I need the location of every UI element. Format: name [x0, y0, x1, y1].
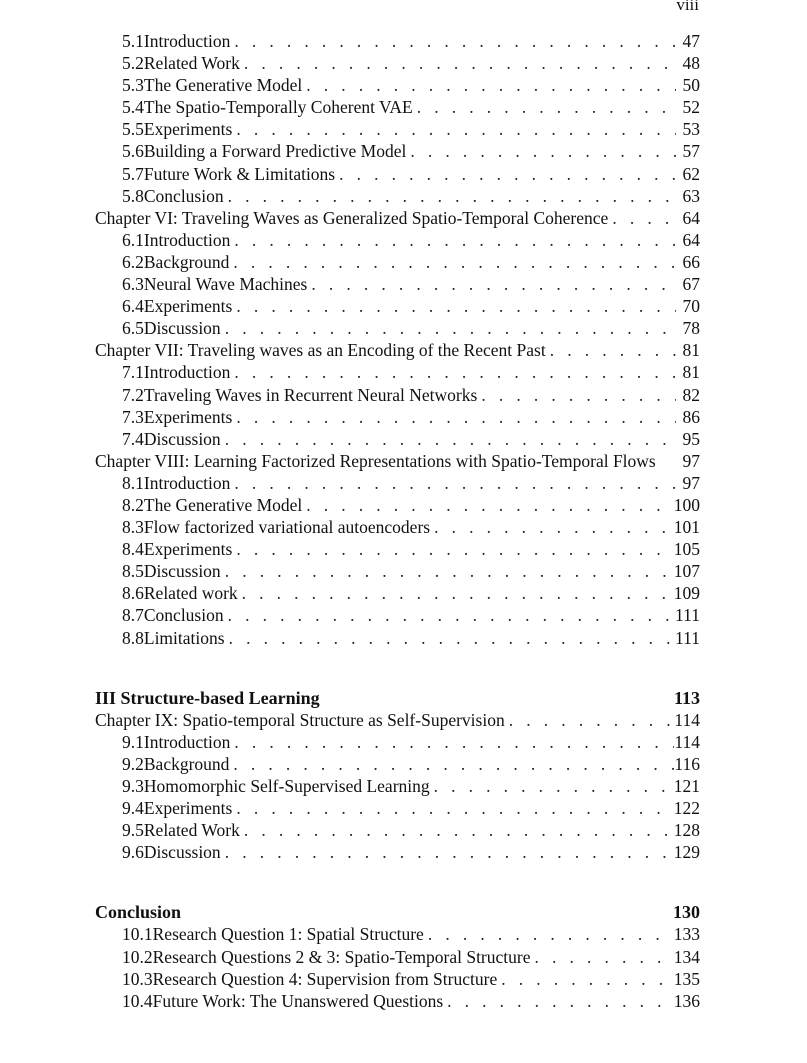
leader-dots	[302, 495, 673, 516]
entry-page: 48	[682, 53, 700, 74]
toc-section-entry[interactable]	[95, 97, 700, 119]
entry-title: Related Work	[143, 53, 240, 74]
section-number: 7.2	[122, 384, 144, 405]
section-number: 10.2	[122, 946, 153, 967]
entry-page: 134	[673, 946, 700, 967]
entry-page: 64	[682, 207, 700, 228]
table-of-contents	[95, 31, 700, 1013]
section-number: 8.1	[122, 472, 144, 493]
section-number: 5.2	[122, 53, 144, 74]
entry-title: The Generative Model	[143, 75, 303, 96]
conclusion-page: 130	[673, 902, 700, 923]
section-number: 5.6	[122, 141, 144, 162]
leader-dots	[335, 164, 676, 185]
toc-section-entry[interactable]	[95, 969, 700, 991]
toc-section-entry[interactable]	[95, 842, 700, 864]
entry-page: 82	[682, 384, 700, 405]
section-number: 9.2	[122, 753, 144, 774]
entry-title: Introduction	[143, 229, 231, 250]
section-number: 9.4	[122, 798, 144, 819]
leader-dots	[477, 385, 676, 406]
entry-title: Building a Forward Predictive Model	[143, 141, 407, 162]
toc-section-entry[interactable]	[95, 924, 700, 946]
entry-page: 129	[673, 842, 700, 863]
leader-dots	[232, 798, 673, 819]
section-number: 5.1	[122, 31, 144, 51]
toc-chapter-entry[interactable]	[95, 340, 700, 362]
entry-title: Discussion	[143, 318, 221, 339]
leader-dots	[224, 605, 675, 626]
entry-title: Experiments	[143, 406, 233, 427]
entry-title: Related Work	[143, 820, 240, 841]
entry-page: 81	[682, 340, 700, 361]
toc-section-entry[interactable]	[95, 274, 700, 296]
entry-title: Conclusion	[143, 605, 224, 626]
leader-dots	[232, 539, 673, 560]
leader-dots	[307, 274, 676, 295]
leader-dots	[430, 776, 674, 797]
entry-page: 114	[674, 731, 700, 752]
entry-title: Chapter VII: Traveling waves as an Encoding of the Recent Past	[95, 340, 546, 361]
section-number: 9.1	[122, 731, 144, 752]
entry-title: Limitations	[143, 627, 225, 648]
entry-page: 111	[675, 627, 700, 648]
leader-dots	[546, 340, 676, 361]
toc-chapter-entry[interactable]	[95, 710, 700, 732]
leader-dots	[232, 296, 676, 317]
toc-section-entry[interactable]	[95, 141, 700, 163]
leader-dots	[230, 362, 676, 383]
toc-section-entry[interactable]	[95, 732, 700, 754]
entry-page: 95	[682, 428, 700, 449]
entry-page: 50	[682, 75, 700, 96]
toc-section-entry[interactable]	[95, 318, 700, 340]
entry-page: 105	[673, 539, 700, 560]
toc-section-entry[interactable]	[95, 798, 700, 820]
toc-section-entry[interactable]	[95, 385, 700, 407]
entry-title: Introduction	[143, 731, 231, 752]
section-number: 8.2	[122, 494, 144, 515]
toc-section-entry[interactable]	[95, 820, 700, 842]
toc-section-entry[interactable]	[95, 407, 700, 429]
entry-title: Flow factorized variational autoencoders	[143, 517, 431, 538]
section-number: 6.3	[122, 274, 144, 295]
section-number: 5.7	[122, 163, 144, 184]
toc-section-entry[interactable]	[95, 517, 700, 539]
entry-page: 81	[682, 362, 700, 383]
leader-dots	[406, 141, 676, 162]
part-page: 113	[673, 687, 700, 708]
toc-section-entry[interactable]	[95, 947, 700, 969]
toc-section-entry[interactable]	[95, 991, 700, 1013]
entry-page: 122	[673, 798, 700, 819]
section-number: 10.1	[122, 924, 153, 945]
entry-title: Background	[143, 251, 230, 272]
leader-dots	[608, 208, 676, 229]
section-number: 8.6	[122, 583, 144, 604]
entry-title: The Spatio-Temporally Coherent VAE	[143, 97, 413, 118]
entry-page: 109	[673, 583, 700, 604]
conclusion-title: Conclusion	[95, 902, 182, 923]
toc-section-entry[interactable]	[95, 473, 700, 495]
entry-page: 63	[682, 185, 700, 206]
leader-dots	[443, 991, 674, 1012]
leader-dots	[413, 97, 676, 118]
section-number: 6.5	[122, 318, 144, 339]
entry-title: Neural Wave Machines	[143, 274, 308, 295]
leader-dots	[497, 969, 674, 990]
toc-section-entry[interactable]	[95, 230, 700, 252]
entry-title: Introduction	[143, 362, 231, 383]
entry-page: 62	[682, 163, 700, 184]
toc-section-entry[interactable]	[95, 539, 700, 561]
entry-page: 97	[682, 472, 700, 493]
entry-title: Chapter VIII: Learning Factorized Representations with Spatio-Temporal Flows	[95, 450, 656, 471]
entry-title: Related work	[143, 583, 238, 604]
entry-title: Research Question 1: Spatial Structure	[152, 924, 424, 945]
leader-dots	[430, 517, 674, 538]
section-number: 7.3	[122, 406, 144, 427]
toc-section-entry[interactable]	[95, 776, 700, 798]
entry-page: 111	[675, 605, 700, 626]
leader-dots	[224, 186, 676, 207]
entry-title: Discussion	[143, 842, 221, 863]
leader-dots	[230, 732, 674, 753]
entry-title: Discussion	[143, 561, 221, 582]
entry-title: The Generative Model	[143, 494, 303, 515]
toc-section-entry[interactable]	[95, 628, 700, 650]
entry-page: 97	[682, 450, 700, 471]
entry-page: 107	[673, 561, 700, 582]
section-number: 8.8	[122, 627, 144, 648]
entry-page: 53	[682, 119, 700, 140]
leader-dots	[221, 561, 674, 582]
entry-title: Homomorphic Self-Supervised Learning	[143, 776, 430, 796]
toc-section-entry[interactable]	[95, 119, 700, 141]
entry-page: 100	[673, 494, 700, 515]
section-number: 9.3	[122, 776, 144, 796]
entry-title: Research Question 4: Supervision from Structure	[152, 968, 498, 989]
section-number: 5.4	[122, 97, 144, 118]
toc-section-entry[interactable]	[95, 164, 700, 186]
entry-page: 86	[682, 406, 700, 427]
leader-dots	[238, 583, 674, 604]
section-number: 6.2	[122, 251, 144, 272]
section-number: 5.3	[122, 75, 144, 96]
entry-page: 47	[682, 31, 700, 51]
section-number: 8.4	[122, 539, 144, 560]
leader-dots	[505, 710, 675, 731]
part-heading[interactable]	[95, 688, 700, 710]
entry-title: Introduction	[143, 472, 231, 493]
toc-block-part-2	[95, 31, 700, 650]
entry-page: 78	[682, 318, 700, 339]
leader-dots	[229, 754, 674, 775]
entry-title: Traveling Waves in Recurrent Neural Networks	[143, 384, 478, 405]
leader-dots	[232, 119, 676, 140]
entry-title: Experiments	[143, 539, 233, 560]
toc-block-part-3	[95, 710, 700, 865]
section-number: 8.7	[122, 605, 144, 626]
leader-dots	[225, 628, 675, 649]
section-number: 10.4	[122, 990, 153, 1011]
toc-block-conclusion	[95, 924, 700, 1012]
entry-title: Conclusion	[143, 185, 224, 206]
part-title: III Structure-based Learning	[95, 687, 320, 708]
leader-dots	[230, 31, 676, 52]
leader-dots	[230, 473, 676, 494]
section-number: 7.1	[122, 362, 144, 383]
section-number: 5.5	[122, 119, 144, 140]
toc-chapter-entry[interactable]	[95, 451, 700, 473]
entry-title: Experiments	[143, 798, 233, 819]
toc-section-entry[interactable]	[95, 362, 700, 384]
entry-page: 114	[674, 709, 700, 730]
entry-page: 52	[682, 97, 700, 118]
section-number: 8.3	[122, 517, 144, 538]
entry-page: 101	[673, 517, 700, 538]
leader-dots	[230, 230, 676, 251]
entry-title: Chapter IX: Spatio-temporal Structure as Self-Supervision	[95, 709, 505, 730]
toc-section-entry[interactable]	[95, 75, 700, 97]
leader-dots	[221, 318, 676, 339]
leader-dots	[229, 252, 676, 273]
entry-title: Background	[143, 753, 230, 774]
entry-title: Future Work: The Unanswered Questions	[152, 990, 444, 1011]
toc-section-entry[interactable]	[95, 583, 700, 605]
leader-dots	[221, 842, 674, 863]
section-number: 5.8	[122, 185, 144, 206]
leader-dots	[424, 924, 674, 945]
leader-dots	[240, 53, 676, 74]
entry-title: Future Work & Limitations	[143, 163, 336, 184]
section-number: 6.1	[122, 229, 144, 250]
entry-page: 64	[682, 229, 700, 250]
section-number: 9.6	[122, 842, 144, 863]
entry-page: 67	[682, 274, 700, 295]
entry-title: Introduction	[143, 31, 231, 51]
entry-page: 136	[673, 990, 700, 1011]
section-number: 7.4	[122, 428, 144, 449]
leader-dots	[530, 947, 673, 968]
toc-section-entry[interactable]	[95, 605, 700, 627]
entry-page: 135	[673, 968, 700, 989]
entry-title: Discussion	[143, 428, 221, 449]
toc-section-entry[interactable]	[95, 429, 700, 451]
entry-title: Experiments	[143, 119, 233, 140]
toc-section-entry[interactable]	[95, 186, 700, 208]
toc-section-entry[interactable]	[95, 252, 700, 274]
entry-page: 128	[673, 820, 700, 841]
toc-section-entry[interactable]	[95, 754, 700, 776]
leader-dots	[302, 75, 676, 96]
toc-chapter-entry[interactable]	[95, 208, 700, 230]
toc-section-entry[interactable]	[95, 296, 700, 318]
page-number: viii	[676, 0, 699, 14]
leader-dots	[232, 407, 676, 428]
section-number: 10.3	[122, 968, 153, 989]
conclusion-heading[interactable]	[95, 902, 700, 924]
spacer	[95, 650, 700, 688]
entry-title: Experiments	[143, 296, 233, 317]
toc-section-entry[interactable]	[95, 561, 700, 583]
entry-title: Research Questions 2 & 3: Spatio-Temporal Structure	[152, 946, 531, 967]
leader-dots	[221, 429, 676, 450]
entry-page: 133	[673, 924, 700, 945]
entry-page: 121	[673, 776, 700, 796]
leader-dots	[240, 820, 674, 841]
entry-page: 66	[682, 251, 700, 272]
entry-page: 116	[674, 753, 700, 774]
spacer	[95, 864, 700, 902]
section-number: 6.4	[122, 296, 144, 317]
toc-section-entry[interactable]	[95, 53, 700, 75]
entry-title: Chapter VI: Traveling Waves as Generalized Spatio-Temporal Coherence	[95, 207, 609, 228]
entry-page: 57	[682, 141, 700, 162]
toc-section-entry[interactable]	[95, 31, 700, 53]
section-number: 9.5	[122, 820, 144, 841]
section-number: 8.5	[122, 561, 144, 582]
entry-page: 70	[682, 296, 700, 317]
toc-section-entry[interactable]	[95, 495, 700, 517]
